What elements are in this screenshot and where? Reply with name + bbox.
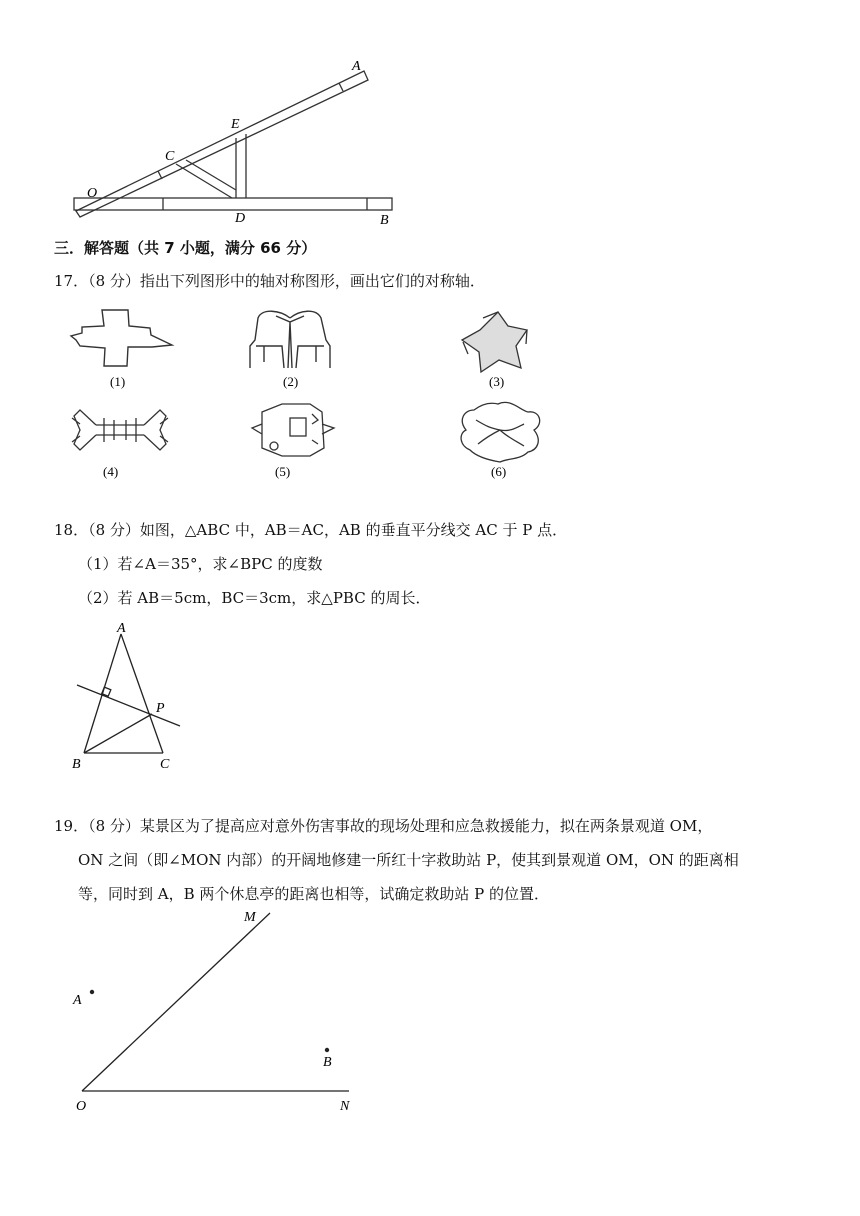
caption-4: (4)	[103, 464, 119, 479]
q19-line1: 19．（8 分）某景区为了提高应对意外伤害事故的现场处理和应急救援能力，拟在两条景观道 OM，	[54, 817, 713, 835]
tri-label-C: C	[160, 757, 170, 772]
q17-text: 17．（8 分）指出下列图形中的轴对称图形，画出它们的对称轴．	[54, 272, 485, 290]
label-C: C	[165, 149, 175, 164]
tri-label-P: P	[156, 701, 165, 716]
ang-label-M: M	[244, 910, 256, 925]
caption-3: (3)	[489, 374, 505, 389]
point-A	[90, 990, 94, 994]
tri-label-A: A	[117, 621, 126, 636]
caption-2: (2)	[283, 374, 299, 389]
ang-label-N: N	[340, 1099, 350, 1114]
label-D: D	[235, 211, 246, 226]
caption-6: (6)	[491, 464, 507, 479]
q19-line2: ON 之间（即∠MON 内部）的开阔地修建一所红十字救助站 P，使其到景观道 OM，ON 的距离相	[78, 851, 739, 869]
label-B: B	[380, 213, 389, 228]
section-heading: 三．解答题（共 7 小题，满分 66 分）	[54, 239, 317, 257]
caption-5: (5)	[275, 464, 291, 479]
label-E: E	[231, 117, 240, 132]
q18-part2: （2）若 AB＝5cm，BC＝3cm，求△PBC 的周长．	[78, 589, 431, 607]
ang-label-B: B	[323, 1055, 332, 1070]
q18-part1: （1）若∠A＝35°，求∠BPC 的度数	[78, 555, 323, 573]
ang-label-O: O	[76, 1099, 87, 1114]
ang-label-A: A	[73, 993, 82, 1008]
caption-1: (1)	[110, 374, 126, 389]
tri-label-B: B	[72, 757, 81, 772]
q18-text: 18．（8 分）如图，△ABC 中，AB＝AC，AB 的垂直平分线交 AC 于 P 点．	[54, 521, 568, 539]
q19-line3: 等，同时到 A，B 两个休息亭的距离也相等，试确定救助站 P 的位置．	[78, 885, 550, 903]
label-O: O	[87, 186, 98, 201]
label-A: A	[352, 59, 361, 74]
point-B	[325, 1048, 329, 1052]
